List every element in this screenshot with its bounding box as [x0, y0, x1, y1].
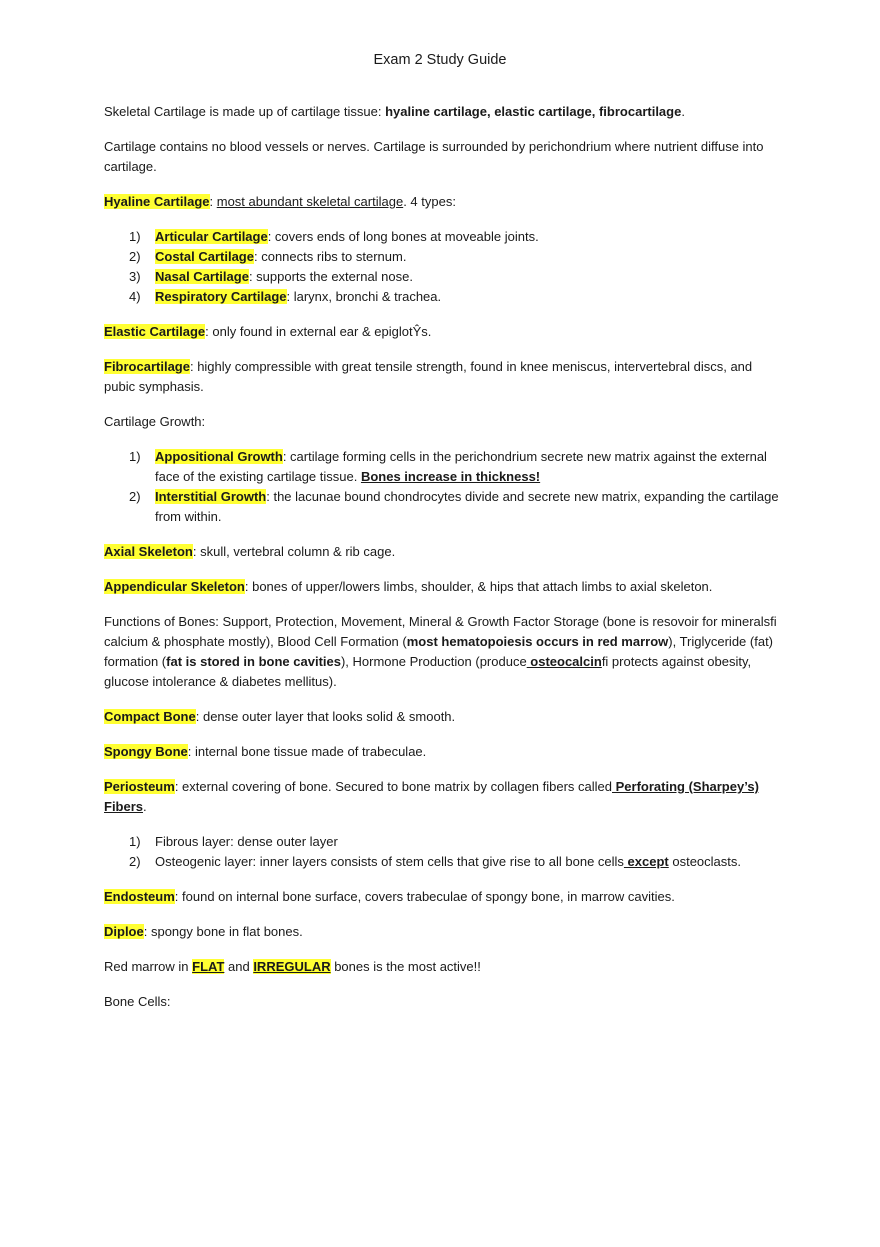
term-periosteum: Periosteum — [104, 779, 175, 794]
paragraph-appendicular: Appendicular Skeleton: bones of upper/lowers limbs, shoulder, & hips that attach limbs to axial skeleton. — [104, 579, 713, 594]
page-title: Exam 2 Study Guide — [373, 52, 507, 68]
perforating-fibers: Perforating (Sharpey’s) Fibers — [104, 779, 759, 814]
hyaline-emphasis: most abundant skeletal cartilage — [216, 194, 404, 209]
paragraph-red-marrow: Red marrow in FLAT and IRREGULAR bones is the most active!! — [104, 959, 481, 974]
paragraph-skeletal-cartilage: Skeletal Cartilage is made up of cartilage tissue: hyaline cartilage, elastic cartilage, fibrocartilage. — [104, 104, 685, 119]
list-item: 3) Nasal Cartilage: supports the external nose. — [129, 269, 413, 284]
list-item: 4) Respiratory Cartilage: larynx, bronchi & trachea. — [129, 289, 442, 304]
term-endosteum: Endosteum — [104, 889, 175, 904]
paragraph-endosteum: Endosteum: found on internal bone surface, covers trabeculae of spongy bone, in marrow cavities. — [104, 889, 675, 904]
term-fibrocartilage: Fibrocartilage — [104, 359, 190, 374]
growth-list — [104, 447, 780, 527]
term-compact-bone: Compact Bone — [104, 709, 196, 724]
list-item: 2) Costal Cartilage: connects ribs to sternum. — [129, 249, 407, 264]
heading-cartilage-growth: Cartilage Growth: — [104, 414, 206, 429]
term-costal-cartilage: Costal Cartilage — [155, 249, 254, 264]
term-diploe: Diploe — [104, 924, 144, 939]
term-interstitial-growth: Interstitial Growth — [155, 489, 267, 504]
thickness-emphasis: Bones increase in thickness! — [360, 469, 541, 484]
term-axial-skeleton: Axial Skeleton — [104, 544, 193, 559]
document-body — [104, 102, 780, 1027]
paragraph-axial: Axial Skeleton: skull, vertebral column & rib cage. — [104, 544, 396, 559]
term-articular-cartilage: Articular Cartilage — [155, 229, 268, 244]
term-flat: FLAT — [192, 959, 225, 974]
paragraph-functions: Functions of Bones: Support, Protection, Movement, Mineral & Growth Factor Storage (bone is resovoir for mineralsfi calcium & phosphate mostly), Blood Cell Formation (most hematopoiesis occurs in red marrow), Triglyceride (fat) formation (fat is stored in bone cavities), Hormone Production (produce osteocalcinfi protects against obesity, glucose intolerance & diabetes mellitus). — [104, 614, 777, 689]
term-nasal-cartilage: Nasal Cartilage — [155, 269, 249, 284]
list-item: 1) Articular Cartilage: covers ends of long bones at moveable joints. — [129, 229, 539, 244]
term-elastic-cartilage: Elastic Cartilage — [104, 324, 206, 339]
hyaline-types-list — [104, 227, 780, 307]
list-item: 1) Appositional Growth: cartilage forming cells in the perichondrium secrete new matrix against the external face of the existing cartilage tissue. Bones increase in thickness! — [129, 449, 767, 484]
periosteum-layers-list — [104, 832, 780, 872]
term-respiratory-cartilage: Respiratory Cartilage — [155, 289, 287, 304]
except-emphasis: except — [623, 854, 669, 869]
paragraph-hyaline: Hyaline Cartilage: most abundant skeletal cartilage. 4 types: — [104, 194, 456, 209]
term-irregular: IRREGULAR — [253, 959, 331, 974]
term-spongy-bone: Spongy Bone — [104, 744, 188, 759]
paragraph-fibrocartilage: Fibrocartilage: highly compressible with great tensile strength, found in knee meniscus, intervertebral discs, and pubic symphasis. — [104, 359, 753, 394]
paragraph-cartilage-info: Cartilage contains no blood vessels or nerves. Cartilage is surrounded by perichondrium where nutrient diffuse into cartilage. — [104, 139, 764, 174]
term-appendicular-skeleton: Appendicular Skeleton — [104, 579, 245, 594]
term-hyaline-cartilage: Hyaline Cartilage — [104, 194, 210, 209]
list-item: 2) Interstitial Growth: the lacunae bound chondrocytes divide and secrete new matrix, expanding the cartilage from within. — [129, 489, 779, 524]
cartilage-types: hyaline cartilage, elastic cartilage, fibrocartilage — [385, 104, 682, 119]
term-appositional-growth: Appositional Growth — [155, 449, 283, 464]
paragraph-spongy: Spongy Bone: internal bone tissue made of trabeculae. — [104, 744, 427, 759]
list-item: 2) Osteogenic layer: inner layers consists of stem cells that give rise to all bone cells except osteoclasts. — [129, 854, 742, 869]
paragraph-diploe: Diploe: spongy bone in flat bones. — [104, 924, 303, 939]
paragraph-compact: Compact Bone: dense outer layer that looks solid & smooth. — [104, 709, 456, 724]
heading-bone-cells: Bone Cells: — [104, 994, 171, 1009]
list-item: 1) Fibrous layer: dense outer layer — [129, 834, 338, 849]
paragraph-elastic: Elastic Cartilage: only found in external ear & epiglotŶs. — [104, 324, 432, 339]
paragraph-periosteum: Periosteum: external covering of bone. Secured to bone matrix by collagen fibers called Perforating (Sharpey’s) Fibers. — [104, 779, 759, 814]
